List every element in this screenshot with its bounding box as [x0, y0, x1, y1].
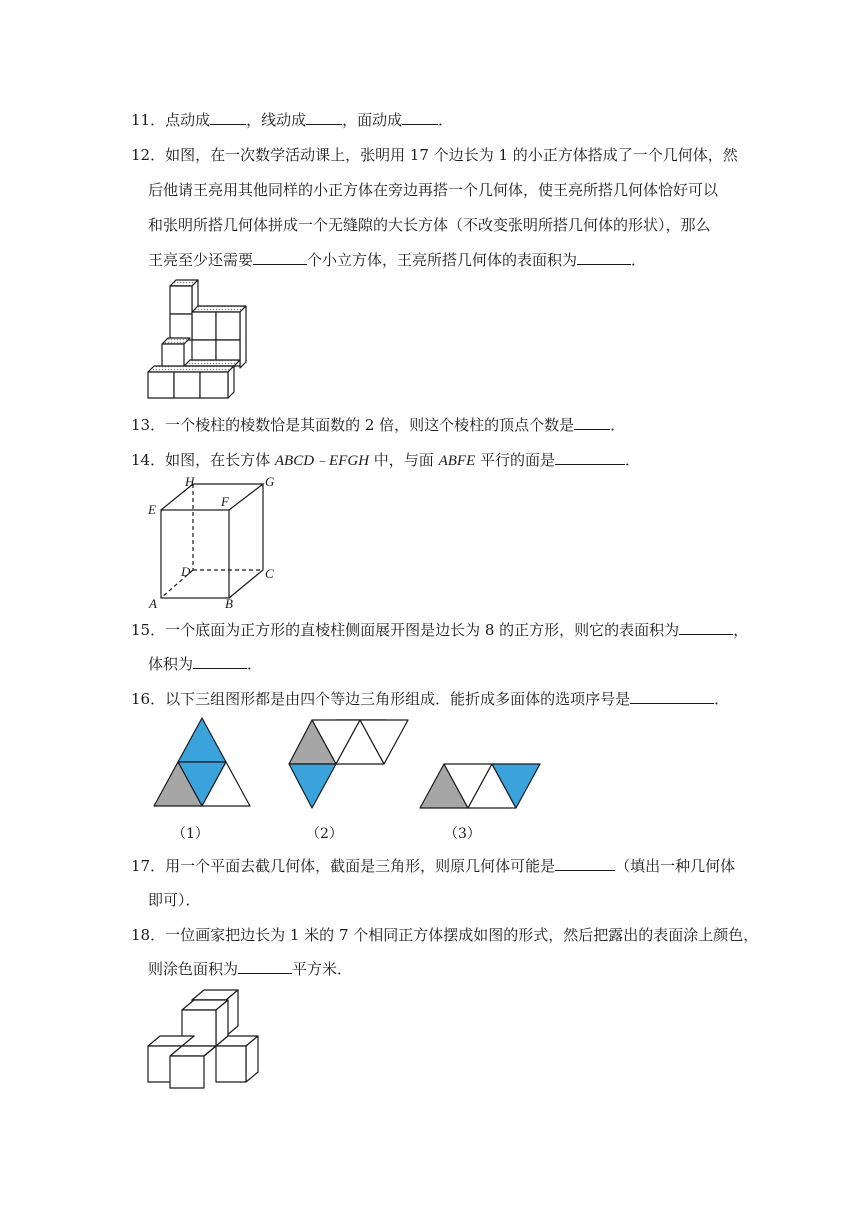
question-text: 平方米．	[292, 960, 353, 978]
question-text: 一个棱柱的棱数恰是其面数的 2 倍，则这个棱柱的顶点个数是	[165, 416, 575, 434]
question-text: ．	[247, 655, 263, 673]
question-text: 则涂色面积为	[148, 960, 239, 978]
answer-blank[interactable]	[402, 110, 438, 125]
question-18-line-2	[148, 959, 352, 979]
question-number: 12．	[131, 146, 166, 164]
stacked-cubes-figure	[140, 278, 252, 402]
cuboid-figure	[145, 474, 285, 610]
question-text: 中，与面	[369, 451, 439, 469]
answer-blank[interactable]	[193, 654, 247, 669]
vertex-label-g: G	[265, 474, 275, 489]
vertex-label-c: C	[265, 566, 274, 581]
question-18-line-1	[131, 925, 758, 945]
question-17-line-1	[131, 856, 735, 876]
question-text: 平行的面是	[475, 451, 556, 469]
question-number: 18．	[131, 926, 166, 944]
answer-blank[interactable]	[306, 110, 342, 125]
question-14	[131, 450, 640, 471]
caption-3: （3）	[444, 826, 481, 842]
question-text: ．	[438, 111, 454, 129]
solid-name: ABCD﹣EFGH	[274, 453, 370, 469]
question-16	[131, 689, 729, 709]
net-option-2	[289, 720, 410, 808]
question-number: 16．	[131, 690, 166, 708]
question-12-line-1	[131, 145, 738, 165]
question-text: ．	[714, 690, 730, 708]
answer-blank[interactable]	[555, 856, 615, 871]
net-option-3	[420, 764, 540, 808]
question-text: （填出一种几何体	[615, 857, 736, 875]
answer-blank[interactable]	[555, 450, 625, 465]
triangle-nets-figure	[146, 716, 552, 848]
question-number: 14．	[131, 451, 166, 469]
seven-cubes-figure	[146, 986, 262, 1090]
net-option-1	[154, 718, 250, 806]
question-text: ，	[733, 621, 749, 639]
answer-blank[interactable]	[210, 110, 246, 125]
question-text: 如图，在长方体	[165, 451, 275, 469]
question-text: ，面动成	[342, 111, 403, 129]
question-15-line-2	[148, 654, 262, 674]
question-number: 17．	[131, 857, 166, 875]
question-text: 点动成	[165, 111, 211, 129]
question-text: ．	[631, 251, 647, 269]
question-text: 一个底面为正方形的直棱柱侧面展开图是边长为 8 的正方形，则它的表面积为	[165, 621, 680, 639]
question-13	[131, 415, 625, 435]
question-text: ．	[625, 451, 641, 469]
question-12-line-4	[148, 250, 646, 270]
question-text: 以下三组图形都是由四个等边三角形组成．能折成多面体的选项序号是	[165, 690, 631, 708]
question-15-line-1	[131, 620, 748, 640]
caption-2: （2）	[306, 826, 343, 842]
question-number: 13．	[131, 416, 166, 434]
question-text: 个小立方体，王亮所搭几何体的表面积为	[307, 251, 578, 269]
question-number: 11．	[131, 111, 166, 129]
face-name: ABFE	[438, 453, 476, 469]
question-text: ．	[610, 416, 626, 434]
question-12-line-3: 和张明所搭几何体拼成一个无缝隙的大长方体（不改变张明所搭几何体的形状），那么	[148, 216, 711, 234]
question-number: 15．	[131, 621, 166, 639]
answer-blank[interactable]	[577, 250, 631, 265]
answer-blank[interactable]	[679, 620, 733, 635]
question-text: 用一个平面去截几何体，截面是三角形，则原几何体可能是	[165, 857, 556, 875]
vertex-label-d: D	[181, 564, 191, 579]
question-text: ，线动成	[246, 111, 307, 129]
caption-1: （1）	[172, 826, 209, 842]
question-17-line-2: 即可）．	[148, 891, 201, 909]
vertex-label-h: H	[185, 474, 195, 489]
question-text: 一位画家把边长为 1 米的 7 个相同正方体摆成如图的形式，然后把露出的表面涂上颜色，	[165, 926, 759, 944]
vertex-label-f: F	[221, 494, 229, 509]
vertex-label-b: B	[225, 596, 233, 610]
vertex-label-e: E	[148, 502, 156, 517]
vertex-label-a: A	[149, 596, 157, 610]
question-text: 体积为	[148, 655, 194, 673]
answer-blank[interactable]	[253, 250, 307, 265]
question-text: 如图，在一次数学活动课上，张明用 17 个边长为 1 的小正方体搭成了一个几何体，然	[165, 146, 738, 164]
question-text: 王亮至少还需要	[148, 251, 254, 269]
answer-blank[interactable]	[238, 959, 292, 974]
question-11	[131, 110, 453, 130]
question-12-line-2: 后他请王亮用其他同样的小正方体在旁边再搭一个几何体，使王亮所搭几何体恰好可以	[148, 181, 719, 199]
answer-blank[interactable]	[630, 689, 714, 704]
answer-blank[interactable]	[574, 415, 610, 430]
